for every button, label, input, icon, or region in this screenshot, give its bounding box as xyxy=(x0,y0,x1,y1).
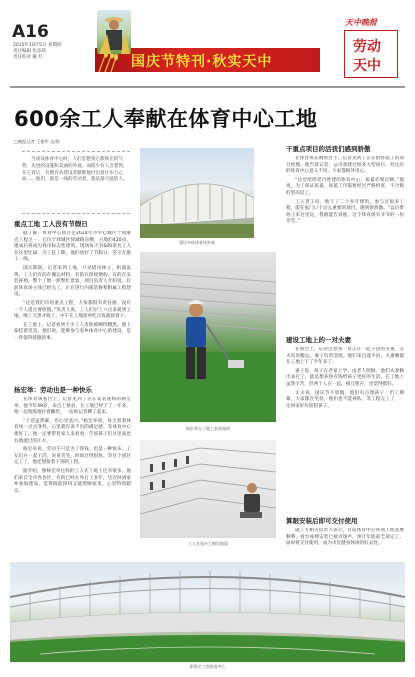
caption-1: 建设中的体育场外观 xyxy=(179,240,215,245)
col1-text-a: 据了解，体育中心项目是2014年市中心城区十项重点工程之一，它位于驿城区驿城路东侧，占地约420亩，建成后将成为我市标志性建筑。现场每天有600余名工人在这里忙碌，为了赶工期，他们放弃了节假日，坚守在施工一线。 国庆期间，记者来到工地，只见塔吊林立，机器轰鸣，工人们有的在搬运材料，有的在焊接钢构，有的在安装座椅，整个工地一派繁忙景象。项目负责人介绍说，目前体育场主体已经完工，正在进行内部装修和附属工程建设。 “这是我们市的重点工程，大家都很有责任感，没有一个人提出要放假。”负责人说，工人们早上六点多就到工地，晚上天黑才收工，中午在工地简单吃点饭就接着干。 在工地上，记者看到不少工人皮肤被晒得黝黑，脸上却挂着笑容。他们说，能够参与家乡体育中心的建设，是一件值得骄傲的事。 xyxy=(14,231,131,341)
floor-work-photo xyxy=(140,440,276,538)
section-title-2: 杨宏举：劳动也是一种快乐 xyxy=(14,386,92,394)
stadium-panorama-photo xyxy=(10,562,405,662)
byline: □晚报记者 王俊华 文/图 xyxy=(14,139,60,144)
section-title-line1: 劳动 xyxy=(353,39,381,55)
worker-photo xyxy=(140,252,276,422)
masthead-rule xyxy=(10,86,405,88)
section-title-line2: 天中 xyxy=(353,58,381,74)
date-line: 2015年10月5日 星期四 责任编辑 张彦莉 责任校对 戴 红 xyxy=(13,43,62,60)
section-title-3: 干重点项目的活我们感到骄傲 xyxy=(286,145,371,153)
paper-logo: 天中晚报 xyxy=(345,18,377,27)
farmer-photo xyxy=(97,10,131,54)
caption-4: 即将完工的体育中心 xyxy=(189,664,226,669)
col1-text-b: 在体育场看台上，记者见到了正在安装座椅的杨宏举。他今年48岁，来自上蔡县，在工地已经干了一年多。他一边熟练地拧着螺丝，一边和记者聊了起来。 “干活虽然累，但心里高兴。”杨宏举说，每天看着体育场一点点变样，心里就有说不出的满足感。等体育中心建好了，他一定要带着家人来看看，告诉孩子们这里面也有他流过的汗水。 杨宏举说，劳动不只是为了挣钱，也是一种快乐。工友们在一起干活，说说笑笑，时间过得很快。等这个项目完工了，他还想接着干别的工程。 据介绍，像杨宏举这样的工人在工地上还有很多，他们来自全市各县区，有的已经在外打工多年，这次回到家乡参加建设，觉得既能挣钱又能照顾家里，心里特别踏实。 xyxy=(14,397,131,494)
banner-title: 国庆节特刊·秋实天中 xyxy=(131,54,273,70)
col3-text-a: 在体育场东侧看台下，记者见到了正在指挥施工的项目经理。他告诉记者，公司承建过很多大型项目，但这次的体育中心意义不同，大家都格外用心。 “这是给咱老百姓建的体育中心，质量必须过硬。”他说，为了保证质量，每道工序都要经过严格检查，不合格的坚决返工。 工人老王说，他干了二十多年建筑，参与过很多工程，能在家门口干这么重要的项目，感到很骄傲。“以后带孙子来这里玩，我就能告诉他，这个体育场有爷爷的一份功劳。” xyxy=(286,156,404,225)
caption-3: 工人在看台上铺设地面 xyxy=(188,541,228,546)
intro-quote: 当谈及休育中心时，人们会想到它那恢宏的气势、先进的设施和美丽的外观。而很少有人会想到，在它背后，有数百名建设者默默地付出着汗水与心血……他们，就是一线的劳动者，就是最可爱的人。 xyxy=(22,151,130,214)
caption-2: 杨宏举在工地上安装座椅 xyxy=(186,426,230,431)
page-number: A16 xyxy=(12,22,49,42)
col3-text-c: 施工方相关负责人表示，目前体育中心各项工程进展顺利，看台座椅安装已接近尾声，预计年底前全部完工，届时将交付使用，成为市民健身休闲的好去处。 xyxy=(286,528,404,547)
headline: 600余工人奉献在体育中心工地 xyxy=(14,107,318,131)
col3-text-b: 在看台上，记者注意到一对正在一起干活的夫妻，丈夫负责搬运，妻子负责清理。他们来自遂平县，夫妻俩都在工地上干了半年多了。 妻子说，孩子在老家上学，由老人照顾，他们夫妻俩出来打工，就是想多挣点钱给孩子更好的生活。在工地上虽然辛苦，但两个人在一起，相互照应，也觉得挺好。 丈夫说，国庆节不放假，他们有点想孩子，但工期紧，大家都在坚持，他们也不能掉队。等工程完工了，一定回家好好陪陪孩子。 xyxy=(286,347,404,409)
section-box xyxy=(344,30,398,78)
section-title-1: 重点工地 工人没有节假日 xyxy=(14,220,88,228)
section-title-4: 建设工地上的一对夫妻 xyxy=(286,336,351,344)
stadium-exterior-photo xyxy=(140,148,254,238)
section-title-5: 算眼安装后即可交付使用 xyxy=(286,517,358,525)
